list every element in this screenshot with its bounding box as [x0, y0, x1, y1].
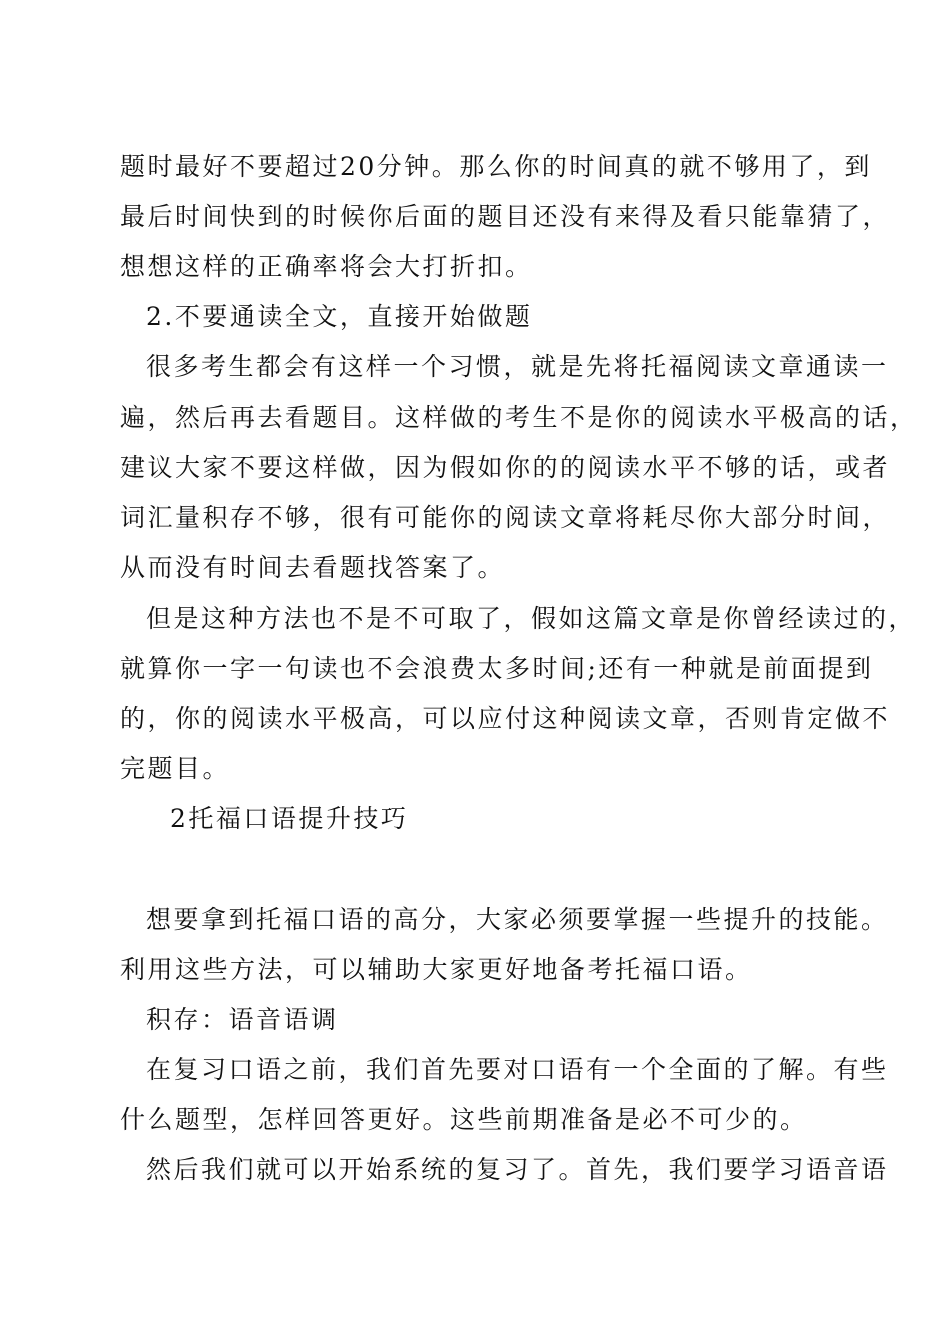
text-line: 最后时间快到的时候你后面的题目还没有来得及看只能靠猜了，	[120, 202, 891, 231]
text-line: 词汇量积存不够，很有可能你的阅读文章将耗尽你大部分时间，	[120, 503, 891, 532]
text-line: 然后我们就可以开始系统的复习了。首先，我们要学习语音语	[146, 1155, 889, 1184]
text-line: 的，你的阅读水平极高，可以应付这种阅读文章，否则肯定做不	[120, 704, 891, 733]
subheading: 积存：语音语调	[146, 1005, 339, 1034]
section-title: 2托福口语提升技巧	[170, 804, 409, 833]
text-line: 利用这些方法，可以辅助大家更好地备考托福口语。	[120, 955, 753, 984]
text-line: 什么题型，怎样回答更好。这些前期准备是必不可少的。	[120, 1105, 808, 1134]
section-heading: 2.不要通读全文，直接开始做题	[146, 302, 533, 331]
text-line: 想想这样的正确率将会大打折扣。	[120, 252, 533, 281]
text-line: 建议大家不要这样做，因为假如你的的阅读水平不够的话，或者	[120, 453, 891, 482]
text-line: 在复习口语之前，我们首先要对口语有一个全面的了解。有些	[146, 1055, 889, 1084]
text-line: 题时最好不要超过20分钟。那么你的时间真的就不够用了，到	[120, 152, 872, 181]
text-line: 从而没有时间去看题找答案了。	[120, 553, 506, 582]
text-line: 但是这种方法也不是不可取了，假如这篇文章是你曾经读过的，	[146, 604, 917, 633]
text-line: 想要拿到托福口语的高分，大家必须要掌握一些提升的技能。	[146, 905, 889, 934]
text-line: 遍，然后再去看题目。这样做的考生不是你的阅读水平极高的话，	[120, 403, 918, 432]
text-line: 完题目。	[120, 754, 231, 783]
text-line: 就算你一字一句读也不会浪费太多时间;还有一种就是前面提到	[120, 654, 874, 683]
text-line: 很多考生都会有这样一个习惯，就是先将托福阅读文章通读一	[146, 352, 889, 381]
